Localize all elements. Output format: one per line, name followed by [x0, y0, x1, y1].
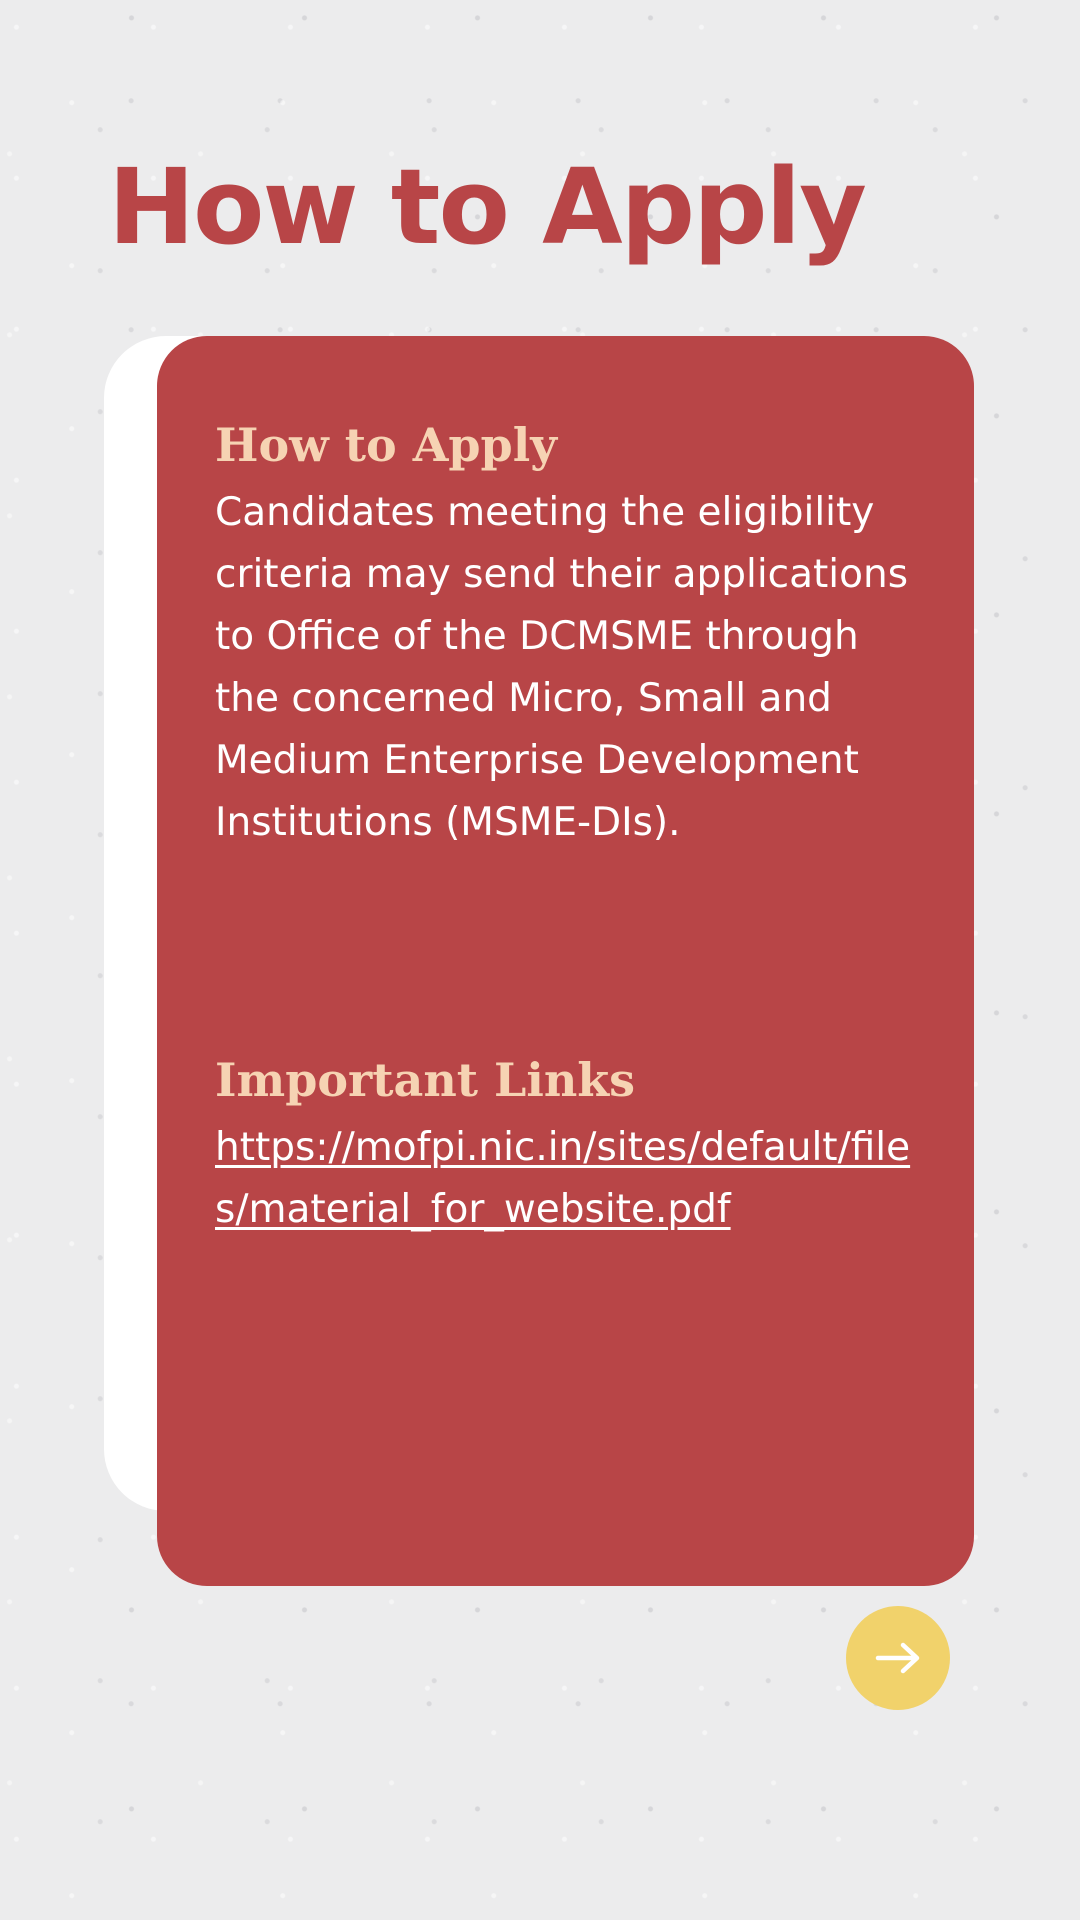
next-button[interactable] [846, 1606, 950, 1710]
arrow-right-icon [875, 1642, 921, 1674]
how-to-apply-text: Candidates meeting the eligibility criteria may send their applications to Office of the DCMSME through the concerned Micro, Small and Medium Enterprise Development Institutions (MSME-DIs). [215, 489, 909, 845]
important-links-heading: Important Links [215, 1052, 636, 1107]
content-card [157, 336, 974, 1586]
important-link[interactable]: https://mofpi.nic.in/sites/default/files/material_for_website.pdf [215, 1124, 911, 1232]
how-to-apply-heading: How to Apply [215, 418, 557, 472]
page-title: How to Apply [108, 146, 865, 268]
